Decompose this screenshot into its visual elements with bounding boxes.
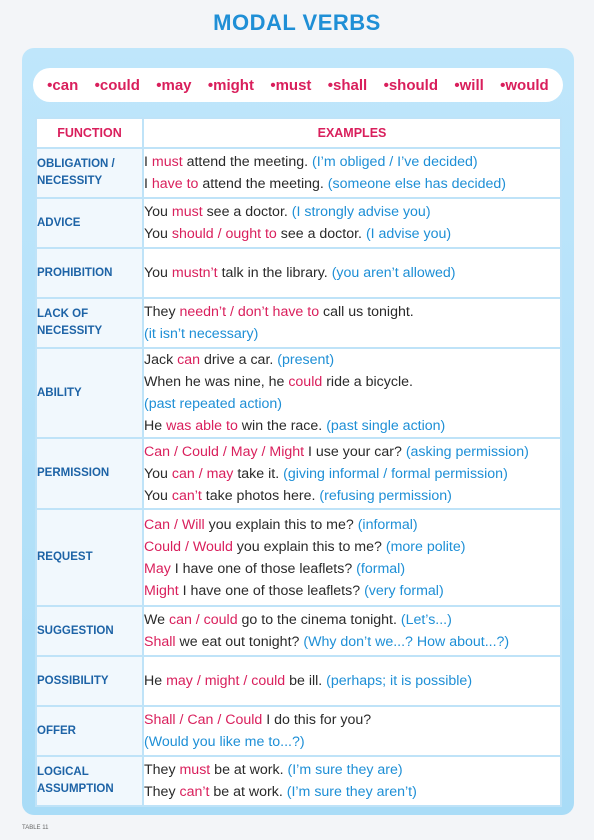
- table-row: [36, 706, 561, 756]
- example-sentence: [144, 558, 560, 580]
- explanation-note: (past repeated action): [144, 396, 283, 412]
- modal-verb-highlight: could: [288, 374, 323, 390]
- example-sentence: [144, 759, 560, 781]
- examples-cell: [143, 248, 561, 298]
- example-sentence: [144, 485, 560, 507]
- function-label: OFFER: [37, 724, 76, 737]
- sentence-text: He: [144, 418, 167, 434]
- examples-cell: [143, 438, 561, 509]
- examples-cell: [143, 348, 561, 438]
- sentence-text: drive a car.: [200, 352, 278, 368]
- examples-cell: [143, 656, 561, 706]
- modal-verb-highlight: must: [179, 762, 211, 778]
- sentence-text: you explain this to me?: [204, 516, 358, 533]
- function-label: ADVICE: [37, 216, 81, 229]
- sentence-text: We: [144, 612, 169, 628]
- sentence-text: You: [144, 265, 172, 281]
- modal-verb-highlight: Shall / Can / Could: [144, 712, 263, 728]
- function-label: LACK OF: [37, 308, 89, 320]
- modal-verb-highlight: can / may: [171, 465, 234, 482]
- function-column-header: FUNCTION: [36, 118, 143, 148]
- table-row: [36, 656, 561, 706]
- explanation-note: (I’m obliged / I’ve decided): [312, 154, 478, 170]
- explanation-note: (you aren’t allowed): [331, 265, 456, 281]
- sentence-text: you explain this to me?: [232, 538, 386, 555]
- function-cell: [36, 248, 143, 298]
- example-sentence: [144, 709, 560, 731]
- explanation-note: (very formal): [364, 582, 444, 599]
- examples-cell: [143, 606, 561, 656]
- sentence-text: be at work.: [210, 762, 288, 778]
- table-row: [36, 198, 561, 248]
- sentence-text: You: [144, 465, 172, 482]
- modal-verb-highlight: mustn’t: [171, 265, 218, 281]
- modal-verb-highlight: should / ought to: [171, 226, 277, 242]
- sentence-text: I have one of those leaflets?: [178, 582, 365, 599]
- explanation-note: (perhaps; it is possible): [326, 673, 473, 689]
- table-row: [36, 509, 561, 606]
- function-cell: [36, 606, 143, 656]
- function-cell: [36, 148, 143, 198]
- modal-verb-item: •shall: [327, 76, 368, 94]
- modal-verb-highlight: can / could: [168, 612, 238, 628]
- explanation-note: (giving informal / formal permission): [283, 465, 508, 482]
- sentence-text: I have one of those leaflets?: [170, 560, 357, 577]
- explanation-note: (Would you like me to...?): [144, 734, 305, 750]
- modal-verb-highlight: have to: [151, 176, 199, 192]
- sentence-text: we eat out tonight?: [175, 634, 304, 650]
- modal-verb-highlight: can: [177, 352, 200, 368]
- modal-verb-highlight: may / might / could: [166, 673, 286, 689]
- function-cell: [36, 298, 143, 348]
- explanation-note: (refusing permission): [319, 487, 452, 504]
- modal-verb-highlight: Can / Will: [144, 516, 205, 533]
- sentence-text: see a doctor.: [202, 204, 292, 220]
- table-row: [36, 298, 561, 348]
- explanation-note: (more polite): [385, 538, 466, 555]
- explanation-note: (I’m sure they are): [287, 762, 403, 778]
- modal-verb-item: •may: [156, 76, 192, 94]
- example-sentence: [144, 393, 560, 415]
- sentence-text: I use your car?: [304, 443, 406, 460]
- modal-verbs-list: [33, 68, 563, 102]
- example-sentence: [144, 223, 560, 245]
- sentence-text: go to the cinema tonight.: [237, 612, 401, 628]
- examples-cell: [143, 509, 561, 606]
- example-sentence: [144, 731, 560, 753]
- function-label: OBLIGATION /: [37, 158, 115, 170]
- modal-verb-highlight: was able to: [166, 418, 238, 434]
- sentence-text: see a doctor.: [276, 226, 366, 242]
- modal-verb-highlight: Could / Would: [144, 538, 233, 555]
- modal-verb-highlight: Can / Could / May / Might: [144, 443, 305, 460]
- sentence-text: talk in the library.: [217, 265, 332, 281]
- explanation-note: (someone else has decided): [327, 176, 507, 192]
- modal-verb-highlight: Shall: [144, 634, 176, 650]
- function-label: PROHIBITION: [37, 266, 113, 279]
- modal-verb-highlight: Might: [144, 582, 179, 599]
- sentence-text: take photos here.: [201, 487, 320, 504]
- examples-cell: [143, 148, 561, 198]
- sentence-text: take it.: [233, 465, 284, 482]
- explanation-note: (asking permission): [405, 443, 529, 460]
- function-cell: [36, 438, 143, 509]
- function-label: NECESSITY: [37, 325, 103, 337]
- example-sentence: [144, 349, 560, 371]
- sentence-text: They: [144, 304, 180, 320]
- modal-verb-item: •might: [207, 76, 254, 94]
- function-cell: [36, 198, 143, 248]
- function-label: NECESSITY: [37, 175, 103, 187]
- sentence-text: I: [144, 176, 152, 192]
- modal-verb-item: •should: [383, 76, 438, 94]
- modal-verbs-table: [35, 117, 562, 807]
- explanation-note: (I strongly advise you): [291, 204, 431, 220]
- modal-verb-item: •would: [500, 76, 549, 94]
- page-title: MODAL VERBS: [213, 10, 381, 35]
- example-sentence: [144, 441, 560, 463]
- example-sentence: [144, 323, 560, 345]
- sentence-text: win the race.: [237, 418, 327, 434]
- function-label: ASSUMPTION: [37, 783, 114, 795]
- sentence-text: You: [144, 204, 172, 220]
- modal-verb-highlight: May: [144, 560, 171, 577]
- example-sentence: [144, 463, 560, 485]
- explanation-note: (present): [277, 352, 335, 368]
- modal-verb-highlight: can’t: [171, 487, 202, 504]
- function-cell: [36, 348, 143, 438]
- sentence-text: be at work.: [209, 784, 287, 800]
- explanation-note: (it isn’t necessary): [144, 326, 259, 342]
- table-header-row: [36, 118, 561, 148]
- example-sentence: [144, 781, 560, 803]
- modal-verb-item: •could: [94, 76, 140, 94]
- sentence-text: attend the meeting.: [182, 154, 312, 170]
- function-cell: [36, 756, 143, 806]
- table-row: [36, 148, 561, 198]
- example-sentence: [144, 670, 560, 692]
- sentence-text: ride a bicycle.: [322, 374, 413, 390]
- example-sentence: [144, 415, 560, 437]
- sentence-text: You: [144, 226, 172, 242]
- function-label: REQUEST: [37, 551, 93, 563]
- sentence-text: attend the meeting.: [198, 176, 328, 192]
- sentence-text: He: [144, 673, 167, 689]
- example-sentence: [144, 151, 560, 173]
- sentence-text: They: [144, 784, 180, 800]
- examples-cell: [143, 298, 561, 348]
- modal-verb-highlight: must: [171, 204, 203, 220]
- examples-cell: [143, 706, 561, 756]
- example-sentence: [144, 580, 560, 602]
- modal-verb-item: •will: [454, 76, 484, 94]
- function-label: PERMISSION: [37, 467, 110, 479]
- explanation-note: (I’m sure they aren’t): [286, 784, 417, 800]
- explanation-note: (Let’s...): [400, 612, 452, 628]
- function-cell: [36, 706, 143, 756]
- function-label: SUGGESTION: [37, 624, 114, 637]
- function-cell: [36, 656, 143, 706]
- example-sentence: [144, 536, 560, 558]
- function-label: POSSIBILITY: [37, 674, 109, 687]
- modal-verb-highlight: must: [151, 154, 183, 170]
- examples-cell: [143, 756, 561, 806]
- example-sentence: [144, 631, 560, 653]
- table-row: [36, 438, 561, 509]
- explanation-note: (I advise you): [365, 226, 452, 242]
- sentence-text: I: [144, 154, 152, 170]
- example-sentence: [144, 609, 560, 631]
- sentence-text: You: [144, 487, 172, 504]
- sentence-text: call us tonight.: [319, 304, 414, 320]
- examples-column-header: EXAMPLES: [143, 118, 561, 148]
- sentence-text: I do this for you?: [262, 712, 372, 728]
- modal-verb-item: •must: [270, 76, 312, 94]
- explanation-note: (formal): [356, 560, 406, 577]
- example-sentence: [144, 201, 560, 223]
- modal-verb-highlight: needn’t / don’t have to: [179, 304, 320, 320]
- example-sentence: [144, 173, 560, 195]
- sentence-text: When he was nine, he: [144, 374, 289, 390]
- explanation-note: (informal): [357, 516, 418, 533]
- function-label: LOGICAL: [37, 766, 89, 778]
- examples-cell: [143, 198, 561, 248]
- example-sentence: [144, 371, 560, 393]
- table-row: [36, 348, 561, 438]
- function-cell: [36, 509, 143, 606]
- function-label: ABILITY: [37, 386, 82, 399]
- modal-verb-highlight: can’t: [179, 784, 210, 800]
- footer-label: TABLE 11: [22, 825, 49, 831]
- explanation-note: (Why don’t we...? How about...?): [303, 634, 510, 650]
- table-row: [36, 606, 561, 656]
- explanation-note: (past single action): [326, 418, 446, 434]
- sentence-text: Jack: [144, 352, 178, 368]
- table-row: [36, 756, 561, 806]
- example-sentence: [144, 262, 560, 284]
- modal-verb-item: •can: [47, 76, 79, 94]
- sentence-text: be ill.: [285, 673, 327, 689]
- table-row: [36, 248, 561, 298]
- example-sentence: [144, 514, 560, 536]
- example-sentence: [144, 301, 560, 323]
- sentence-text: They: [144, 762, 180, 778]
